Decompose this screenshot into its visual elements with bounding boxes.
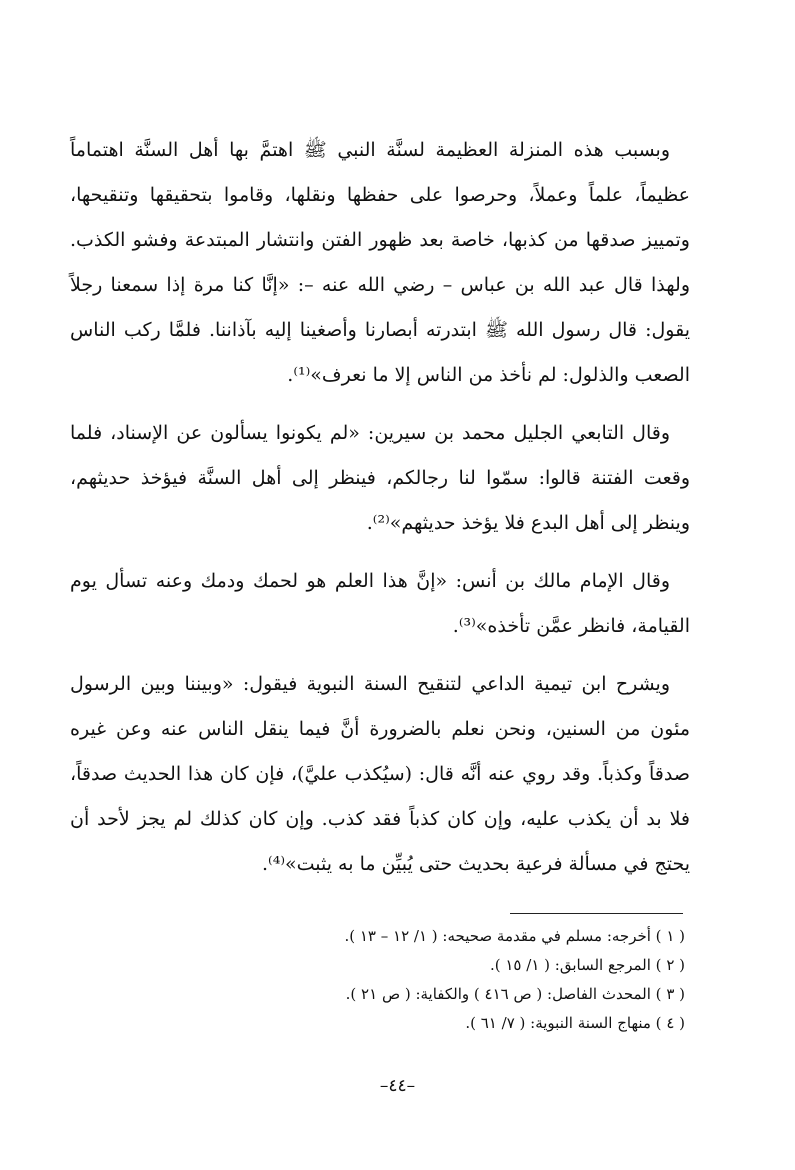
footnote-2: ( ٢ ) المرجع السابق: ( ١/ ١٥ ). bbox=[489, 956, 685, 974]
paragraph-ibn-abbas: وبسبب هذه المنزلة العظيمة لسنَّة النبي ﷺ اهتمَّ بها أهل السنَّة اهتماماً عظيماً، علماً وعملاً، وحرصوا على حفظها ونقلها، وقاموا بتحقيقها وتنقيحها، وتمييز صدقها من كذبها، خاصة بعد ظهور الفتن وانتشار المبتدعة وفشو الكذب. ولهذا قال عبد الله بن عباس – رضي الله عنه –: «إنَّا كنا مرة إذا سمعنا رجلاً يقول: قال رسول الله ﷺ ابتدرته أبصارنا وأصغينا إليه بآذاننا. فلمَّا ركب الناس الصعب والذلول: لم نأخذ من الناس إلا ما نعرف»⁽¹⁾. bbox=[70, 139, 690, 386]
footnote-1: ( ١ ) أخرجه: مسلم في مقدمة صحيحه: ( ١/ ١٢ – ١٣ ). bbox=[344, 927, 685, 945]
footnotes bbox=[120, 922, 685, 1038]
paragraph-ibn-sirin: وقال التابعي الجليل محمد بن سيرين: «لم يكونوا يسألون عن الإسناد، فلما وقعت الفتنة قالوا: سمّوا لنا رجالكم، فينظر إلى أهل السنَّة فيؤخذ حديثهم، وينظر إلى أهل البدع فلا يؤخذ حديثهم»⁽²⁾. bbox=[70, 422, 690, 534]
paragraph-ibn-taymiyya: ويشرح ابن تيمية الداعي لتنقيح السنة النبوية فيقول: «وبيننا وبين الرسول مئون من السنين، ونحن نعلم بالضرورة أنَّ فيما ينقل الناس عنه وعن غيره صدقاً وكذباً. وقد روي عنه أنَّه قال: (سيُكذب عليَّ)، فإن كان هذا الحديث صدقاً، فلا بد أن يكذب عليه، وإن كان كذباً فقد كذب. وإن كان كذلك لم يجز لأحد أن يحتج في مسألة فرعية بحديث حتى يُبيِّن ما به يثبت»⁽⁴⁾. bbox=[70, 673, 690, 875]
page-number: –٤٤– bbox=[379, 1076, 416, 1096]
paragraph-malik: وقال الإمام مالك بن أنس: «إنَّ هذا العلم هو لحمك ودمك وعنه تسأل يوم القيامة، فانظر عمَّن تأخذه»⁽³⁾. bbox=[70, 570, 690, 637]
footnote-4: ( ٤ ) منهاج السنة النبوية: ( ٧/ ٦١ ). bbox=[465, 1014, 685, 1032]
footnote-3: ( ٣ ) المحدث الفاصل: ( ص ٤١٦ ) والكفاية: ( ص ٢١ ). bbox=[345, 985, 685, 1003]
body-text bbox=[70, 128, 690, 900]
footnote-separator bbox=[510, 913, 683, 914]
